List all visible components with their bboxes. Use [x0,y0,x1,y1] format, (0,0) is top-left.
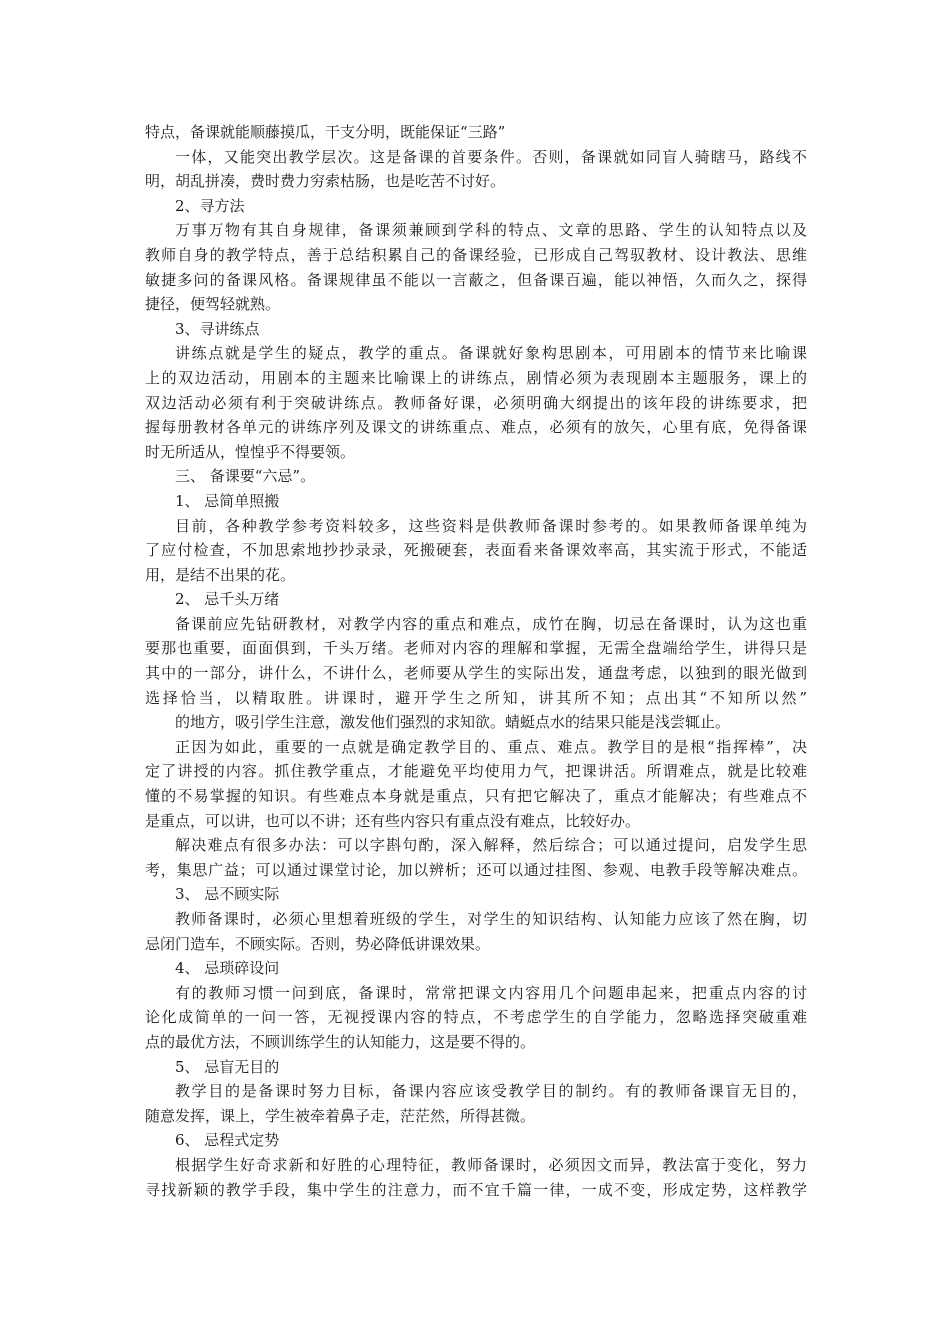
text-line: 随意发挥，课上，学生被牵着鼻子走，茫茫然，所得甚微。 [145,1106,536,1125]
text-line: 解决难点有很多办法：可以字斟句酌，深入解释，然后综合；可以通过提问，启发学生思 [175,836,807,855]
text-line: 有的教师习惯一问到底，备课时，常常把课文内容用几个问题串起来，把重点内容的讨 [175,983,807,1002]
text-line: 6、 忌程式定势 [175,1131,280,1150]
text-line: 上的双边活动，用剧本的主题来比喻课上的讲练点，剧情必须为表现剧本主题服务，课上的 [145,368,807,387]
text-line: 3、寻讲练点 [175,319,260,338]
text-line: 时无所适从，惶惶乎不得要领。 [145,442,356,461]
text-line: 点的最优方法，不顾训练学生的认知能力，这是要不得的。 [145,1032,536,1051]
text-line: 2、寻方法 [175,196,245,215]
text-line: 根据学生好奇求新和好胜的心理特征，教师备课时，必须因文而异，教法富于变化，努力 [175,1155,807,1174]
text-line: 论化成简单的一问一答，无视授课内容的特点，不考虑学生的自学能力，忽略选择突破重难 [145,1008,807,1027]
text-line: 的地方，吸引学生注意，激发他们强烈的求知欲。蜻蜓点水的结果只能是浅尝辄止。 [175,713,731,732]
text-line: 双边活动必须有利于突破讲练点。教师备好课，必须明确大纲提出的该年段的讲练要求，把 [145,393,807,412]
text-line: 1、 忌简单照搬 [175,491,280,510]
text-line: 5、 忌盲无目的 [175,1057,280,1076]
text-line: 要那也重要，面面俱到，千头万绪。老师对内容的理解和掌握，无需全盘端给学生，讲得只是 [145,639,807,658]
text-line: 了应付检查，不加思索地抄抄录录，死搬硬套，表面看来备课效率高，其实流于形式，不能适 [145,541,807,560]
text-line: 握每册教材各单元的讲练序列及课文的讲练重点、难点，必须有的放矢，心里有底，免得备课 [145,418,807,437]
text-line: 三、 备课要“六忌”。 [175,467,316,486]
text-line: 寻找新颖的教学手段，集中学生的注意力，而不宜千篇一律，一成不变，形成定势，这样教学 [145,1180,807,1199]
text-line: 正因为如此，重要的一点就是确定教学目的、重点、难点。教学目的是根“指挥棒”，决 [175,737,807,756]
text-line: 是重点，可以讲，也可以不讲；还有些内容只有重点没有难点，比较好办。 [145,811,641,830]
document-body [145,120,807,1202]
text-line: 目前，各种教学参考资料较多，这些资料是供教师备课时参考的。如果教师备课单纯为 [175,516,807,535]
text-line: 教师自身的教学特点，善于总结积累自己的备课经验，已形成自己驾驭教材、设计教法、思维 [145,245,807,264]
text-line: 明，胡乱拼凑，费时费力穷索枯肠，也是吃苦不讨好。 [145,172,506,191]
text-line: 捷径，便驾轻就熟。 [145,295,281,314]
text-line: 选择恰当，以精取胜。讲课时，避开学生之所知，讲其所不知；点出其“不知所以然” [145,688,807,707]
text-line: 4、 忌琐碎设问 [175,959,280,978]
text-line: 敏捷多问的备课风格。备课规律虽不能以一言蔽之，但备课百遍，能以神悟，久而久之，探得 [145,270,807,289]
text-line: 其中的一部分，讲什么，不讲什么，老师要从学生的实际出发，通盘考虑，以独到的眼光做到 [145,664,807,683]
text-line: 2、 忌千头万绪 [175,590,280,609]
text-line: 忌闭门造车，不顾实际。否则，势必降低讲课效果。 [145,934,491,953]
text-line: 万事万物有其自身规律，备课须兼顾到学科的特点、文章的思路、学生的认知特点以及 [175,221,807,240]
text-line: 教学目的是备课时努力目标，备课内容应该受教学目的制约。有的教师备课盲无目的， [175,1082,807,1101]
text-line: 3、 忌不顾实际 [175,885,280,904]
text-line: 备课前应先钻研教材，对教学内容的重点和难点，成竹在胸，切忌在备课时，认为这也重 [175,614,807,633]
text-line: 一体，又能突出教学层次。这是备课的首要条件。否则，备课就如同盲人骑瞎马，路线不 [175,147,807,166]
text-line: 定了讲授的内容。抓住教学重点，才能避免平均使用力气，把课讲活。所谓难点，就是比较难 [145,762,807,781]
text-line: 懂的不易掌握的知识。有些难点本身就是重点，只有把它解决了，重点才能解决；有些难点不 [145,787,807,806]
text-line: 教师备课时，必须心里想着班级的学生，对学生的知识结构、认知能力应该了然在胸，切 [175,910,807,928]
text-line: 特点，备课就能顺藤摸瓜，干支分明，既能保证“三路” [145,123,506,141]
text-line: 用，是结不出果的花。 [145,565,296,584]
text-line: 讲练点就是学生的疑点，教学的重点。备课就好象构思剧本，可用剧本的情节来比喻课 [175,344,807,363]
text-line: 考，集思广益；可以通过课堂讨论，加以辨析；还可以通过挂图、参观、电教手段等解决难点。 [145,860,807,879]
